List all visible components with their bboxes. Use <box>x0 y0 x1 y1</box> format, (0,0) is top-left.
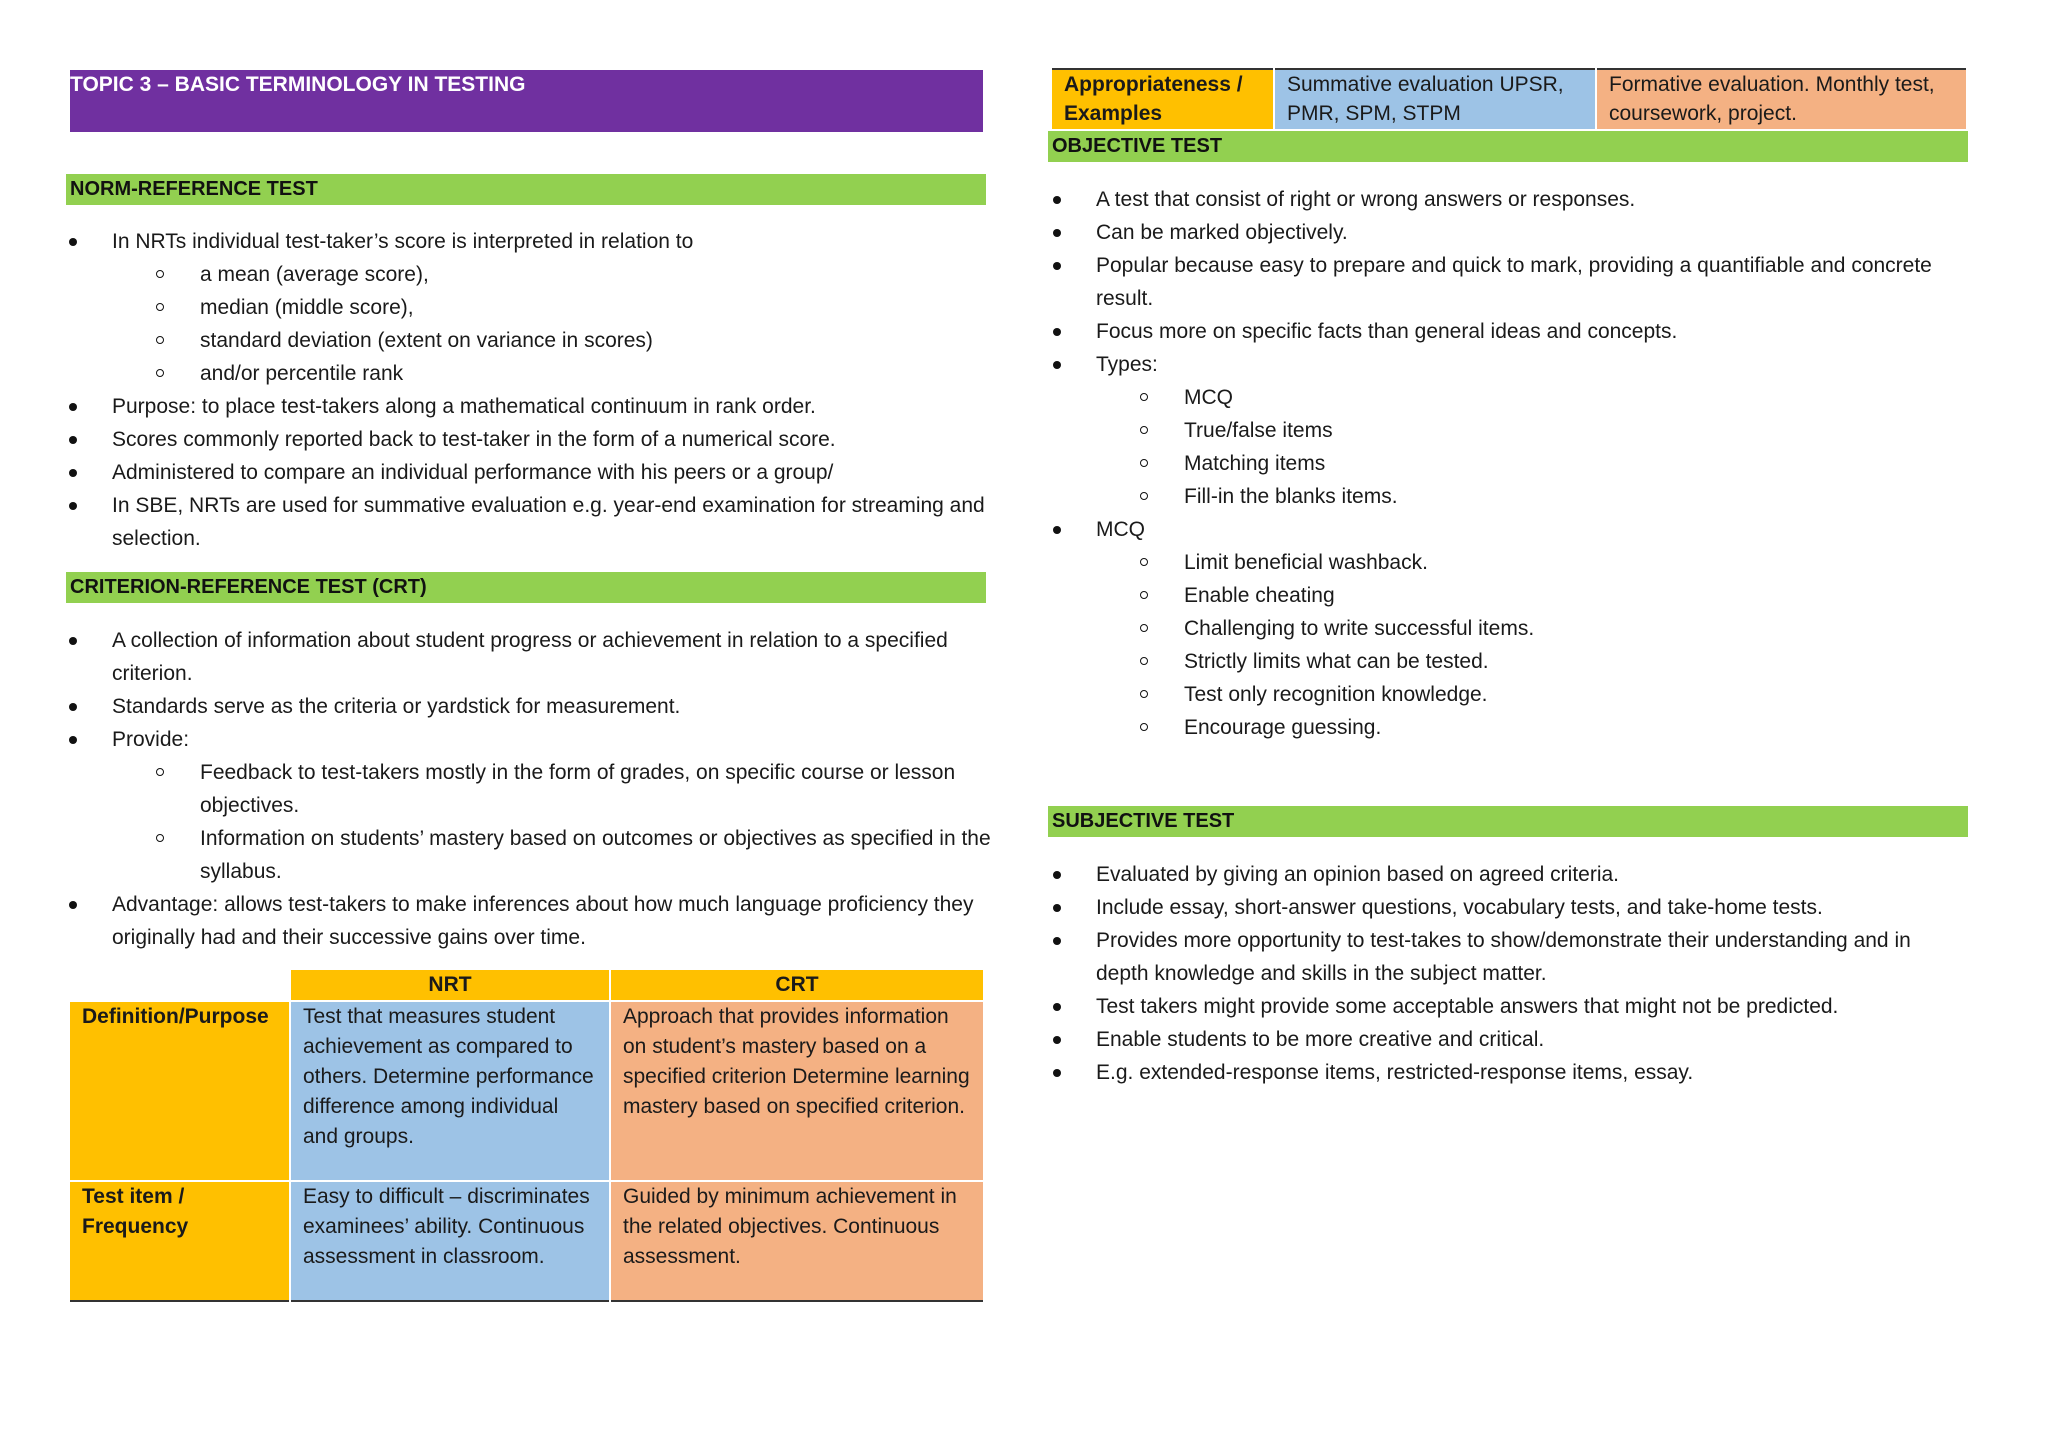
list-item: Provide: Feedback to test-takers mostly in the form of grades, on specific course or lesson objectives. Information on students’ mastery based on outcomes or objectives as specified in the syllabus. <box>66 723 996 888</box>
list-item: and/or percentile rank <box>112 357 996 390</box>
page-title <box>70 70 983 132</box>
list-item: Include essay, short-answer questions, vocabulary tests, and take-home tests. <box>1050 891 1968 924</box>
list-item: Evaluated by giving an opinion based on agreed criteria. <box>1050 858 1968 891</box>
table-cell: Easy to difficult – discriminates examinees’ ability. Continuous assessment in classroom. <box>290 1181 610 1301</box>
list-item: Encourage guessing. <box>1096 711 1968 744</box>
list-item: Enable students to be more creative and critical. <box>1050 1023 1968 1056</box>
crt-heading: CRITERION-REFERENCE TEST (CRT) <box>66 572 986 603</box>
list-item: Administered to compare an individual performance with his peers or a group/ <box>66 456 996 489</box>
list-item: Standards serve as the criteria or yardstick for measurement. <box>66 690 996 723</box>
norm-heading: NORM-REFERENCE TEST <box>66 174 986 205</box>
list-item: Test takers might provide some acceptable answers that might not be predicted. <box>1050 990 1968 1023</box>
list-item: Information on students’ mastery based on outcomes or objectives as specified in the syllabus. <box>112 822 996 888</box>
page-title-text: TOPIC 3 – BASIC TERMINOLOGY IN TESTING <box>70 73 526 96</box>
list-item: Can be marked objectively. <box>1050 216 1968 249</box>
table-row-label: Definition/Purpose <box>70 1001 290 1181</box>
nrt-crt-comparison-table <box>70 970 983 1302</box>
list-item: Types: MCQ True/false items Matching items Fill-in the blanks items. <box>1050 348 1968 513</box>
subjective-heading: SUBJECTIVE TEST <box>1048 806 1968 837</box>
list-item: E.g. extended-response items, restricted-response items, essay. <box>1050 1056 1968 1089</box>
list-item: standard deviation (extent on variance in scores) <box>112 324 996 357</box>
list-item: Strictly limits what can be tested. <box>1096 645 1968 678</box>
table-cell: Summative evaluation UPSR, PMR, SPM, STPM <box>1274 69 1596 129</box>
table-header-crt: CRT <box>610 970 983 1001</box>
table-cell: Test that measures student achievement as compared to others. Determine performance difference among individual and groups. <box>290 1001 610 1181</box>
list-item: a mean (average score), <box>112 258 996 291</box>
table-cell: Formative evaluation. Monthly test, coursework, project. <box>1596 69 1966 129</box>
table-row-label: Test item / Frequency <box>70 1181 290 1301</box>
subjective-content <box>1050 858 1968 1089</box>
list-item: A collection of information about student progress or achievement in relation to a specified criterion. <box>66 624 996 690</box>
list-item: True/false items <box>1096 414 1968 447</box>
table-row-label: Appropriateness / Examples <box>1052 69 1274 129</box>
list-item: Advantage: allows test-takers to make inferences about how much language proficiency they originally had and their successive gains over time. <box>66 888 996 954</box>
list-item: In NRTs individual test-taker’s score is interpreted in relation to a mean (average score), median (middle score), standard deviation (extent on variance in scores) and/or percentile rank <box>66 225 996 390</box>
list-item: Provides more opportunity to test-takes to show/demonstrate their understanding and in depth knowledge and skills in the subject matter. <box>1050 924 1968 990</box>
list-item: Focus more on specific facts than general ideas and concepts. <box>1050 315 1968 348</box>
table-corner <box>70 970 290 1001</box>
table-cell: Guided by minimum achievement in the related objectives. Continuous assessment. <box>610 1181 983 1301</box>
list-item: A test that consist of right or wrong answers or responses. <box>1050 183 1968 216</box>
list-item: Enable cheating <box>1096 579 1968 612</box>
list-item: MCQ Limit beneficial washback. Enable cheating Challenging to write successful items. Strictly limits what can be tested. Test only recognition knowledge. Encourage guessing. <box>1050 513 1968 744</box>
list-item: Challenging to write successful items. <box>1096 612 1968 645</box>
list-item: Feedback to test-takers mostly in the form of grades, on specific course or lesson objectives. <box>112 756 996 822</box>
appropriateness-table <box>1052 68 1966 129</box>
list-item: Scores commonly reported back to test-taker in the form of a numerical score. <box>66 423 996 456</box>
table-cell: Approach that provides information on student’s mastery based on a specified criterion Determine learning mastery based on specified criterion. <box>610 1001 983 1181</box>
list-item: Test only recognition knowledge. <box>1096 678 1968 711</box>
list-item: Matching items <box>1096 447 1968 480</box>
objective-heading: OBJECTIVE TEST <box>1048 131 1968 162</box>
list-item: Popular because easy to prepare and quick to mark, providing a quantifiable and concrete result. <box>1050 249 1968 315</box>
norm-content <box>66 225 996 555</box>
list-item: In SBE, NRTs are used for summative evaluation e.g. year-end examination for streaming and selection. <box>66 489 996 555</box>
list-item: Fill-in the blanks items. <box>1096 480 1968 513</box>
objective-content <box>1050 183 1968 744</box>
list-item: MCQ <box>1096 381 1968 414</box>
list-item: median (middle score), <box>112 291 996 324</box>
list-item: Purpose: to place test-takers along a mathematical continuum in rank order. <box>66 390 996 423</box>
list-item: Limit beneficial washback. <box>1096 546 1968 579</box>
crt-content <box>66 624 996 954</box>
table-header-nrt: NRT <box>290 970 610 1001</box>
